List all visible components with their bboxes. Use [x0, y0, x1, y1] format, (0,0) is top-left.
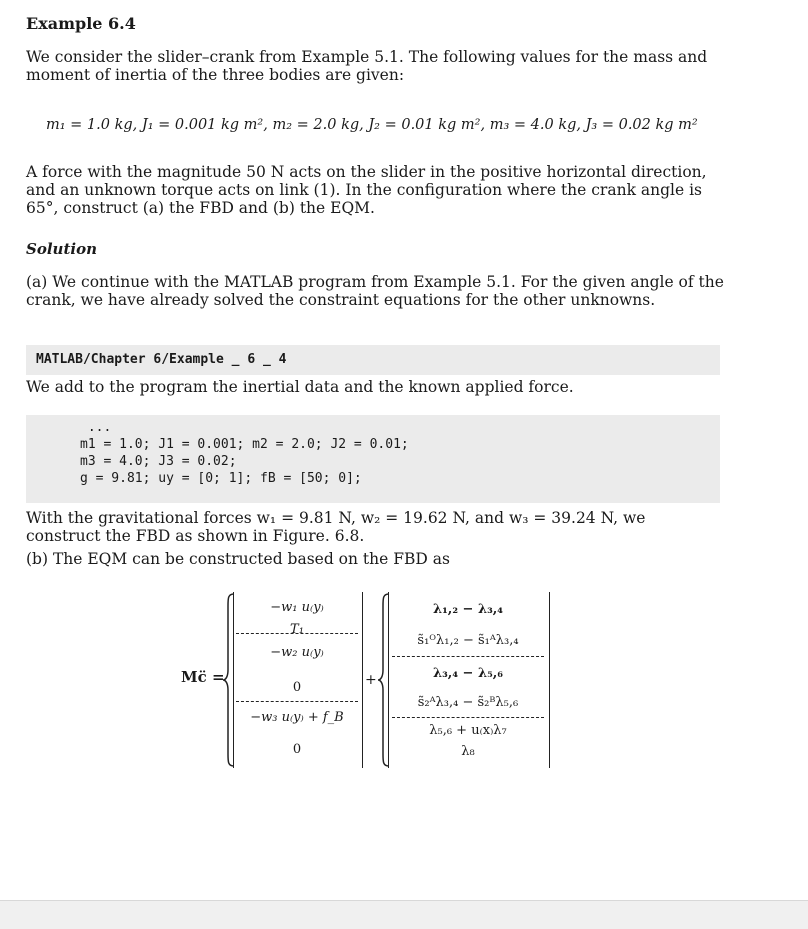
part-b-paragraph: (b) The EQM can be constructed based on the FBD as [26, 550, 450, 568]
right-vector-entry: λ₅,₆ + u₍x₎λ₇ [429, 723, 507, 738]
force-paragraph: A force with the magnitude 50 N acts on the slider in the positive horizontal direction, and an unknown torque acts on link (1). In the configuration where the crank angle is 65°, construct (a) the FBD and (b) the EQM. [26, 163, 707, 217]
eqm-lhs: Mc̈ = [181, 668, 225, 686]
vector-divider [236, 701, 358, 702]
left-vector-entry: 0 [292, 680, 302, 695]
solution-label: Solution [26, 240, 97, 258]
left-vector-entry: T₁ [290, 622, 304, 637]
gravity-paragraph: With the gravitational forces w₁ = 9.81 N, w₂ = 19.62 N, and w₃ = 39.24 N, we construct the FBD as shown in Figure. 6.8. [26, 509, 646, 545]
viewer-bottom-bar [0, 900, 808, 929]
code-line: m1 = 1.0; J1 = 0.001; m2 = 2.0; J2 = 0.01; [80, 437, 409, 452]
left-vector-entry: 0 [292, 742, 302, 757]
part-a-paragraph: (a) We continue with the MATLAB program from Example 5.1. For the given angle of the crank, we have already solved the constraint equations for the other unknowns. [26, 273, 724, 309]
vector-divider [392, 717, 544, 718]
code-block [26, 415, 720, 503]
code-line: m3 = 4.0; J3 = 0.02; [80, 454, 237, 469]
code-file-title: MATLAB/Chapter 6/Example _ 6 _ 4 [26, 345, 720, 375]
left-vector-entry: −w₃ u₍y₎ + f_B [250, 710, 344, 725]
J2-value: J₂ = 0.01 kg m², [368, 117, 486, 133]
left-vector-entry: −w₂ u₍y₎ [270, 645, 324, 660]
m1-value: m₁ = 1.0 kg, [46, 117, 138, 133]
right-vector-entry: s̃₁ᴼλ₁,₂ − s̃₁ᴬλ₃,₄ [417, 633, 519, 648]
code-line: g = 9.81; uy = [0; 1]; fB = [50; 0]; [80, 471, 362, 486]
m3-value: m₃ = 4.0 kg, [489, 117, 581, 133]
code-line: ... [80, 420, 112, 435]
right-vector-entry: s̃₂ᴬλ₃,₄ − s̃₂ᴮλ₅,₆ [417, 695, 519, 710]
add-data-paragraph: We add to the program the inertial data and the known applied force. [26, 378, 574, 396]
example-heading: Example 6.4 [26, 14, 136, 33]
right-vector-entry: λ₁,₂ − λ₃,₄ [432, 602, 503, 617]
intro-paragraph: We consider the slider–crank from Example 5.1. The following values for the mass and moment of inertia of the three bodies are given: [26, 48, 708, 84]
left-vector-entry: −w₁ u₍y₎ [270, 600, 324, 615]
eqm-equation [0, 580, 808, 780]
plus-sign: + [365, 672, 377, 688]
right-vector-entry: λ₈ [461, 744, 475, 759]
right-vector-entry: λ₃,₄ − λ₅,₆ [432, 666, 503, 681]
m2-value: m₂ = 2.0 kg, [272, 117, 364, 133]
vector-divider [392, 656, 544, 657]
J3-value: J₃ = 0.02 kg m² [585, 117, 698, 133]
mass-inertia-values [46, 117, 698, 133]
J1-value: J₁ = 0.001 kg m², [141, 117, 268, 133]
